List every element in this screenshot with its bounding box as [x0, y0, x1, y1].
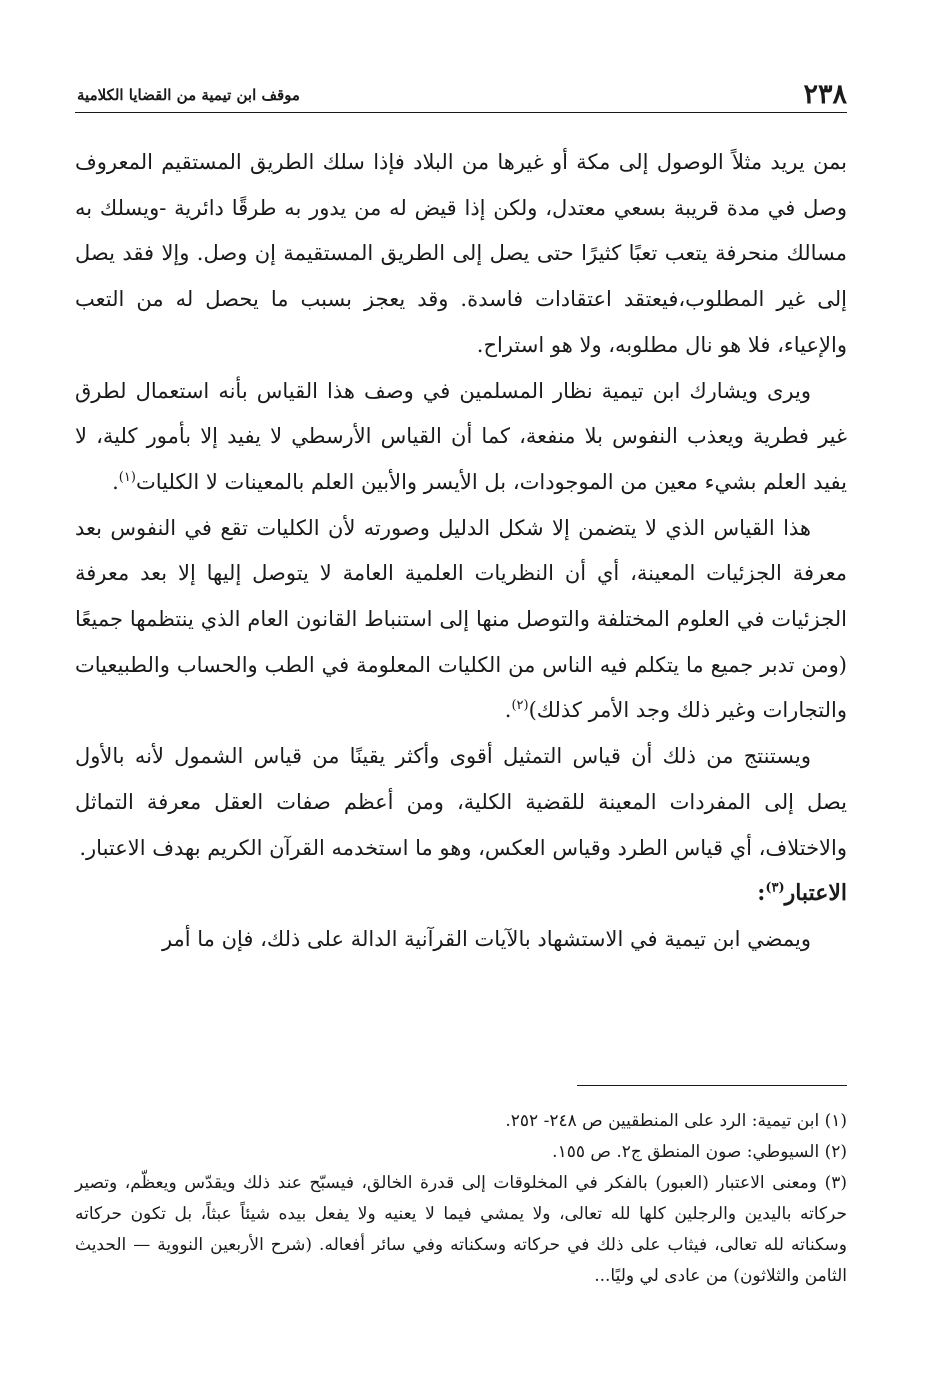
paragraph-text: هذا القياس الذي لا يتضمن إلا شكل الدليل وصورته لأن الكليات تقع في النفوس بعد معرفة الجزئيات المعينة، أي أن النظريات العلمية العامة لا يتوصل إليها إلا بعد معرفة الجزئيات في العلوم المختلفة والتوصل منها إلى استنباط القانون العام الذي ينتظمها جميعًا (ومن تدبر جميع ما يتكلم فيه الناس من الكليات المعلومة في الطب والحساب والطبيعيات والتجارات وغير ذلك وجد الأمر كذلك)	[75, 515, 847, 723]
footnote: (١) ابن تيمية: الرد على المنطقيين ص ٢٤٨- ٢٥٢.	[505, 1111, 847, 1131]
paragraph-text: ويستنتج من ذلك أن قياس التمثيل أقوى وأكثر يقينًا من قياس الشمول لأنه بالأول يصل إلى المفردات المعينة للقضية الكلية، ومن أعظم صفات العقل معرفة التماثل والاختلاف، أي قياس الطرد وقياس العكس، وهو ما استخدمه القرآن الكريم بهدف الاعتبار.	[75, 744, 847, 860]
paragraph-text: ويمضي ابن تيمية في الاستشهاد بالآيات القرآنية الدالة على ذلك، فإن ما أمر	[161, 926, 811, 951]
running-title: موقف ابن تيمية من القضايا الكلامية	[77, 86, 300, 104]
footnote: (٣) ومعنى الاعتبار (العبور) بالفكر في المخلوقات إلى قدرة الخالق، فيسبّح عند ذلك ويقدّس ويعظّم، وتصير حركاته باليدين والرجلين كلها لله تعالى، ولا يمشي فيما لا يعنيه ولا يفعل بيده شيئاً عبثاً، بل تكون حركاته وسكناته لله تعالى، فيثاب على ذلك في حركاته وسكناته وفي سائر أفعاله. (شرح الأربعين النووية — الحديث الثامن والثلاثون) من عادى لي وليًا...	[75, 1173, 847, 1286]
footnote-divider	[577, 1085, 847, 1086]
footnote-marker: (٣)	[765, 880, 785, 896]
main-text	[75, 140, 847, 963]
footnote-marker: (٢)	[511, 698, 529, 714]
paragraph	[75, 140, 847, 369]
book-page	[75, 0, 847, 1380]
page-number: ٢٣٨	[803, 79, 847, 110]
paragraph	[75, 734, 847, 871]
running-header	[75, 78, 847, 113]
paragraph	[75, 917, 847, 963]
footnotes	[75, 1106, 847, 1292]
heading-text: الاعتبار	[784, 880, 847, 907]
section-heading	[75, 871, 847, 917]
footnote: (٢) السيوطي: صون المنطق ج٢. ص ١٥٥.	[552, 1142, 847, 1162]
heading-colon: :	[757, 880, 766, 907]
paragraph: هذا القياس الذي لا يتضمن إلا شكل الدليل وصورته لأن الكليات تقع في النفوس بعد معرفة الجزئيات المعينة، أي أن النظريات العلمية العامة لا يتوصل إليها إلا بعد معرفة الجزئيات في العلوم المختلفة والتوصل منها إلى استنباط القانون العام الذي ينتظمها جميعًا (ومن تدبر جميع ما يتكلم فيه الناس من الكليات المعلومة في الطب والحساب والطبيعيات والتجارات وغير ذلك وجد الأمر كذلك)$^{(٢)}$.	[75, 515, 847, 723]
footnote-marker: (١)	[118, 469, 136, 485]
paragraph: ويرى ويشارك ابن تيمية نظار المسلمين في وصف هذا القياس بأنه استعمال لطرق غير فطرية ويعذب النفوس بلا منفعة، كما أن القياس الأرسطي لا يفيد إلا بأمور كلية، لا يفيد العلم بشيء معين من الموجودات، بل الأيسر والأبين العلم بالمعينات لا الكليات$^{(١)}$.	[75, 378, 847, 494]
paragraph-text: بمن يريد مثلاً الوصول إلى مكة أو غيرها من البلاد فإذا سلك الطريق المستقيم المعروف وصل في مدة قريبة بسعي معتدل، ولكن إذا قيض له من يدور به طرقًا دائرية -ويسلك به مسالك منحرفة يتعب تعبًا كثيرًا حتى يصل إلى الطريق المستقيمة إن وصل. وإلا فقد يصل إلى غير المطلوب،فيعتقد اعتقادات فاسدة. وقد يعجز بسبب ما يحصل له من التعب والإعياء، فلا هو نال مطلوبه، ولا هو استراح.	[75, 150, 847, 357]
paragraph-text: ويرى ويشارك ابن تيمية نظار المسلمين في وصف هذا القياس بأنه استعمال لطرق غير فطرية ويعذب النفوس بلا منفعة، كما أن القياس الأرسطي لا يفيد إلا بأمور كلية، لا يفيد العلم بشيء معين من الموجودات، بل الأيسر والأبين العلم بالمعينات لا الكليات	[75, 378, 847, 494]
